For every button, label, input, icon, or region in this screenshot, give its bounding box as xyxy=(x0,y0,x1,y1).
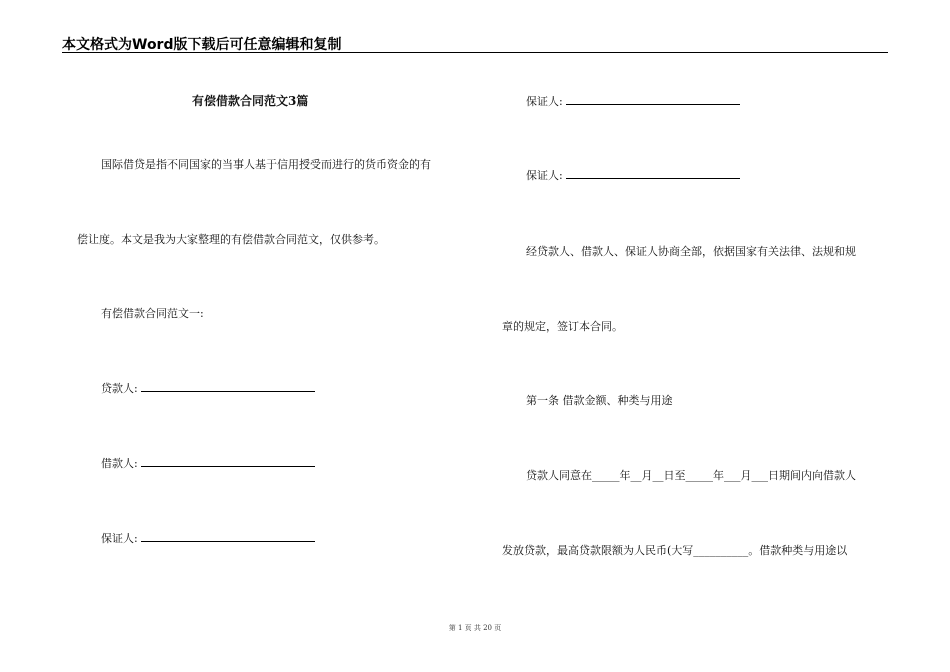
right-guarantor-label-2: 保证人: xyxy=(526,169,563,182)
loan-terms-line-1: 贷款人同意在_____年__月__日至_____年___月___日期间内向借款人 xyxy=(526,469,856,482)
agreement-line-2: 章的规定，签订本合同。 xyxy=(502,320,623,333)
section-heading: 有偿借款合同范文一: xyxy=(101,307,204,320)
document-header: 本文格式为Word版下载后可任意编辑和复制 xyxy=(62,37,342,53)
guarantor-field xyxy=(101,530,315,546)
borrower-blank xyxy=(141,456,315,467)
guarantor-label: 保证人: xyxy=(101,532,138,545)
intro-line-1: 国际借贷是指不同国家的当事人基于信用授受而进行的货币资金的有 xyxy=(101,158,431,171)
right-guarantor-field-1 xyxy=(526,93,740,109)
guarantor-blank xyxy=(141,531,315,542)
borrower-field xyxy=(101,455,315,471)
intro-line-2: 偿让度。本文是我为大家整理的有偿借款合同范文，仅供参考。 xyxy=(77,233,385,246)
document-title: 有偿借款合同范文3篇 xyxy=(192,94,309,108)
borrower-label: 借款人: xyxy=(101,457,138,470)
lender-label: 贷款人: xyxy=(101,382,138,395)
right-guarantor-field-2 xyxy=(526,167,740,183)
right-guarantor-blank-1 xyxy=(566,94,740,105)
page-number: 第 1 页 共 20 页 xyxy=(448,624,502,632)
article-heading: 第一条 借款金额、种类与用途 xyxy=(526,394,673,407)
header-divider xyxy=(62,52,888,53)
lender-blank xyxy=(141,381,315,392)
agreement-line-1: 经贷款人、借款人、保证人协商全部，依据国家有关法律、法规和规 xyxy=(526,245,856,258)
right-guarantor-label-1: 保证人: xyxy=(526,95,563,108)
right-guarantor-blank-2 xyxy=(566,168,740,179)
lender-field xyxy=(101,380,315,396)
loan-terms-line-2: 发放贷款，最高贷款限额为人民币(大写__________。借款种类与用途以 xyxy=(502,544,848,557)
